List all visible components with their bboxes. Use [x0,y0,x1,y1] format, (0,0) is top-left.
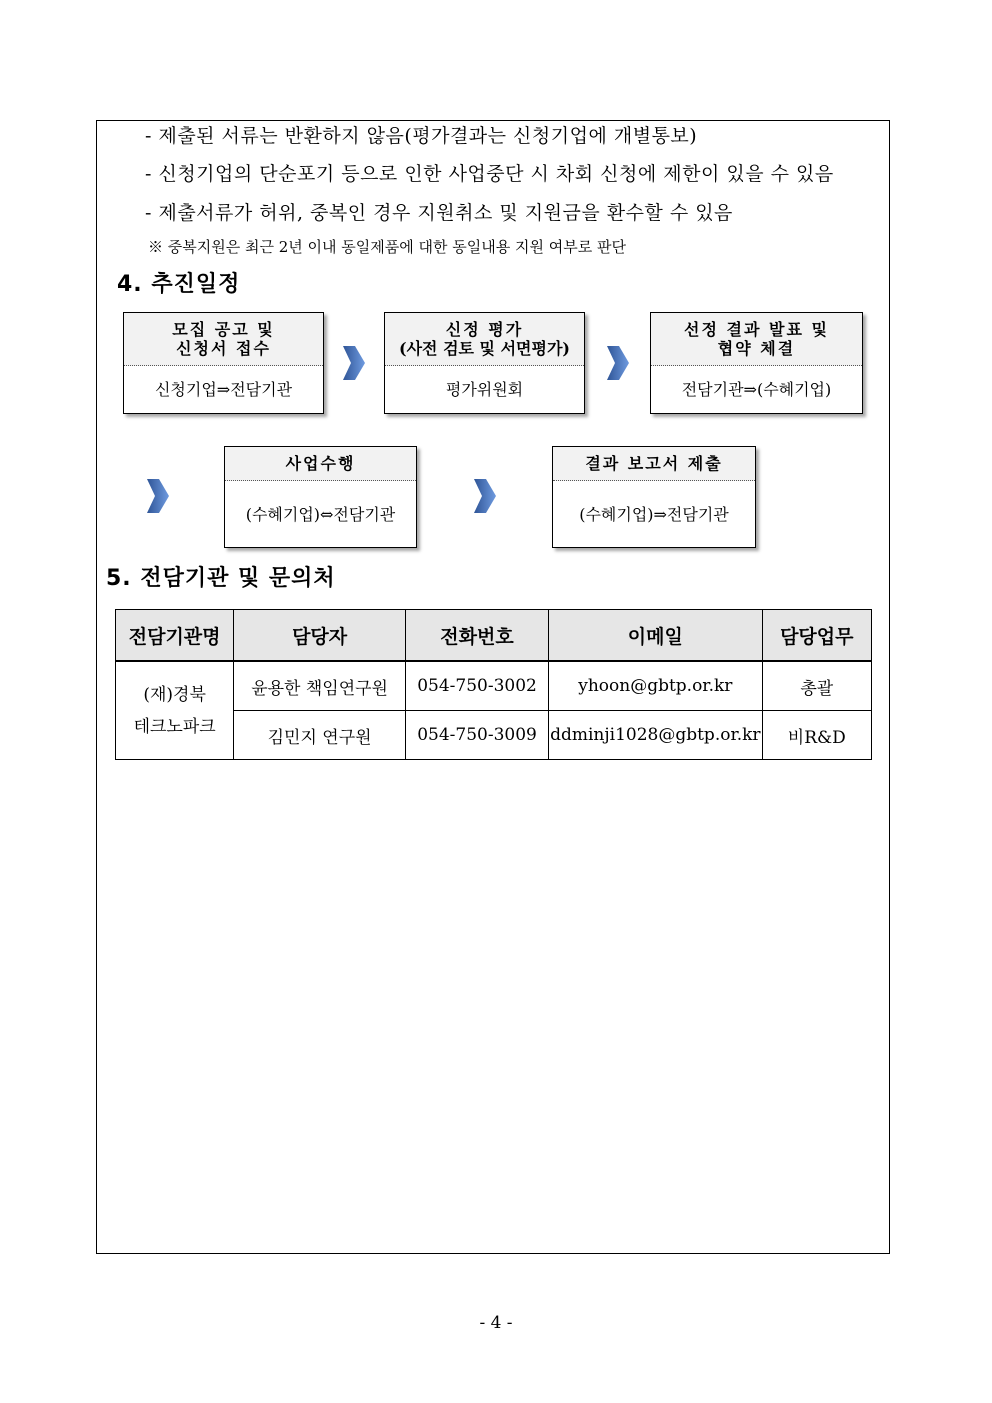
step-report-actor: (수혜기업)⇒전담기관 [579,504,729,524]
header-email: 이메일 [549,610,762,662]
step-recruitment-actor: 신청기업⇒전담기관 [154,380,293,399]
org-name-line: (재)경북 [143,684,206,705]
flow-arrow-icon [474,475,496,517]
duty-cell: 총괄 [762,661,871,711]
step-title-line: 협약 체결 [717,339,796,358]
flow-arrow-icon [147,475,169,517]
header-phone: 전화번호 [405,610,548,662]
step-title-line: 사업수행 [285,454,356,473]
step-evaluation-actor: 평가위원회 [445,380,524,399]
step-recruitment-title [124,313,323,366]
step-title-line: (사전 검토 및 서면평가) [399,339,570,358]
step-execution-title [225,447,416,481]
email-cell: yhoon@gbtp.or.kr [549,661,762,711]
table-row [116,661,872,711]
org-name-cell [116,661,234,760]
email-cell: ddminji1028@gbtp.or.kr [549,711,762,760]
contact-table [115,609,872,760]
step-title-line: 선정 결과 발표 및 [684,320,829,339]
step-execution-actor: (수혜기업)⇔전담기관 [245,504,396,524]
step-report [552,446,756,548]
step-evaluation-title [385,313,584,366]
bullet-false-submission: - 제출서류가 허위, 중복인 경우 지원취소 및 지원금을 환수할 수 있음 [145,202,733,224]
step-title-line: 모집 공고 및 [172,320,275,339]
table-header-row [116,610,872,662]
duplicate-support-note: ※ 중복지원은 최근 2년 이내 동일제품에 대한 동일내용 지원 여부로 판단 [148,238,626,256]
step-report-title [553,447,755,481]
bullet-application-restriction: - 신청기업의 단순포기 등으로 인한 사업중단 시 차회 신청에 제한이 있을 수 있음 [145,163,834,185]
step-announcement [650,312,863,414]
step-title-line: 신정 평가 [445,320,524,339]
section5-title: 5. 전담기관 및 문의처 [106,566,336,591]
step-title-line: 결과 보고서 제출 [585,454,723,473]
phone-cell: 054-750-3009 [405,711,548,760]
header-person: 담당자 [234,610,406,662]
step-announcement-actor: 전담기관⇒(수혜기업) [681,380,832,399]
header-org: 전담기관명 [116,610,234,662]
flow-arrow-icon [343,342,365,384]
flow-arrow-icon [607,342,629,384]
section4-title: 4. 추진일정 [117,272,241,297]
page-number: - 4 - [479,1313,513,1333]
header-duty: 담당업무 [762,610,871,662]
step-evaluation [384,312,585,414]
step-execution [224,446,417,548]
person-cell: 김민지 연구원 [234,711,406,760]
phone-cell: 054-750-3002 [405,661,548,711]
step-title-line: 신청서 접수 [176,339,271,358]
duty-cell: 비R&D [762,711,871,760]
step-recruitment [123,312,324,414]
step-announcement-title [651,313,862,366]
org-name-line: 테크노파크 [133,716,216,737]
bullet-returned-documents: - 제출된 서류는 반환하지 않음(평가결과는 신청기업에 개별통보) [145,125,698,147]
person-cell: 윤용한 책임연구원 [234,661,406,711]
